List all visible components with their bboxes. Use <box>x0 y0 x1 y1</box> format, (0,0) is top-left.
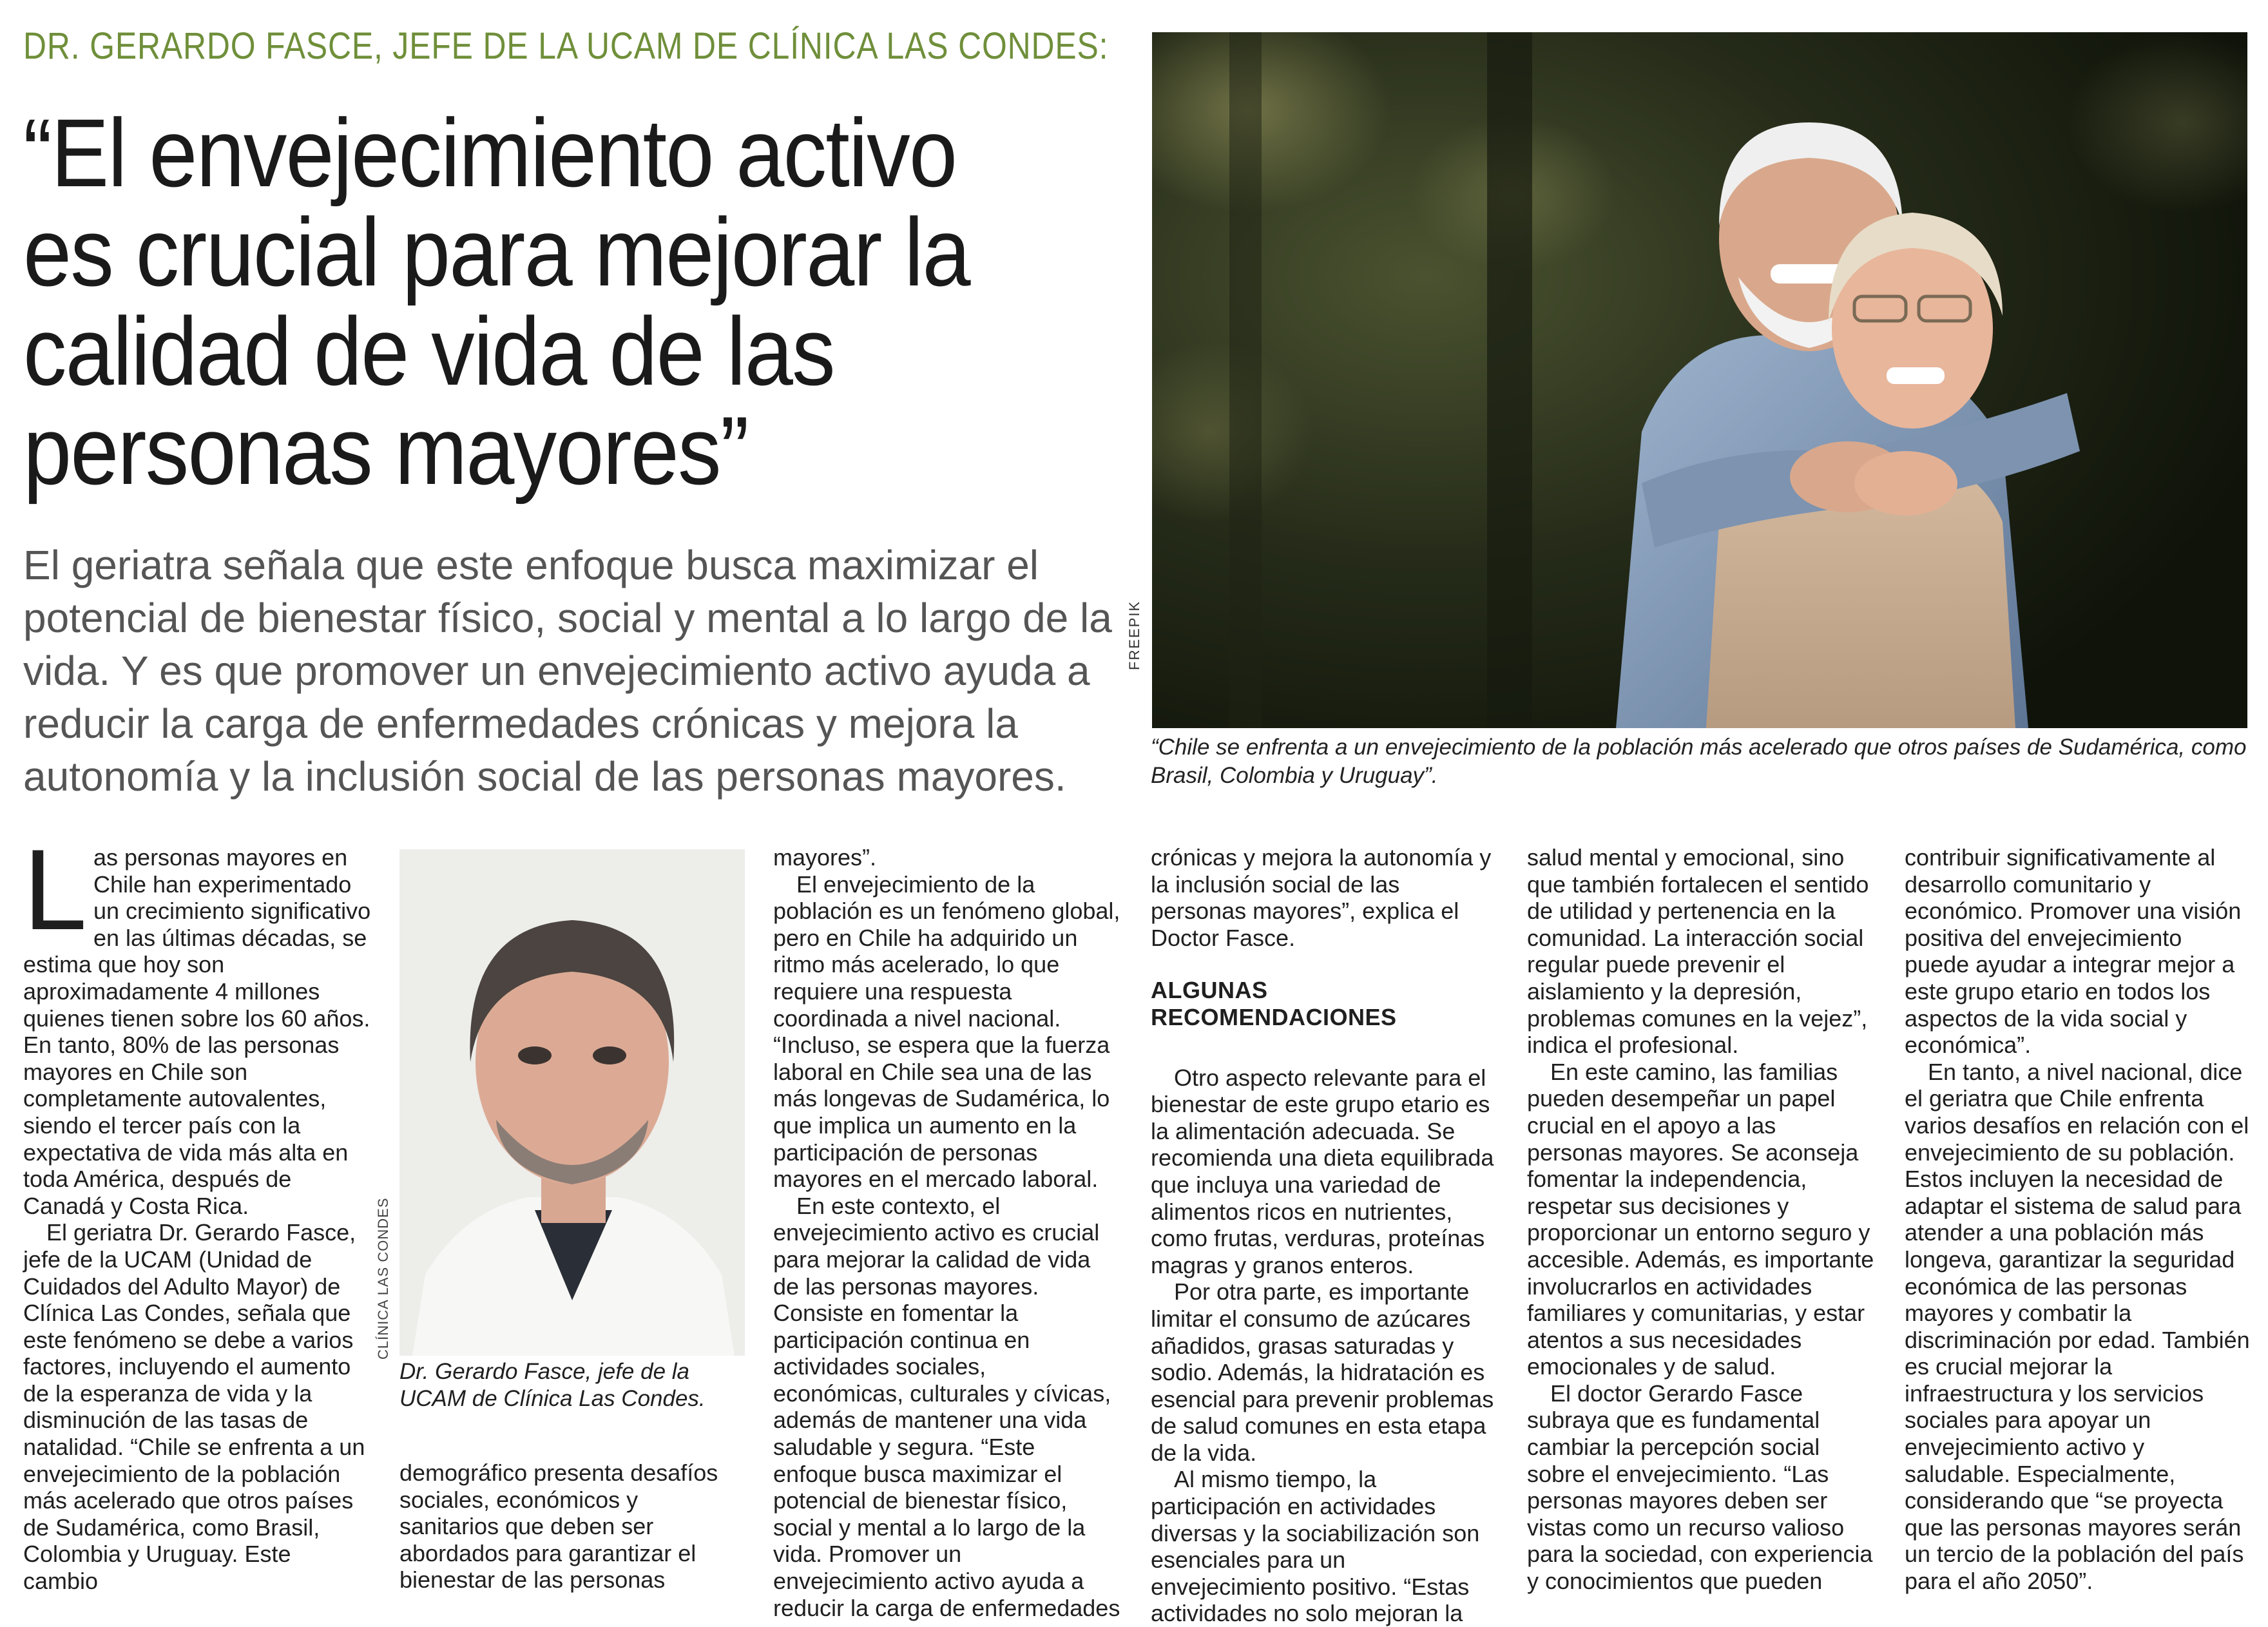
paragraph: crónicas y mejora la autonomía y la inclusión social de las personas mayores”, explica el Doctor Fasce. <box>1151 844 1492 951</box>
paragraph: Las personas mayores en Chile han experimentado un crecimiento significativo en las últimas décadas, se estima que hoy son aproximadamente 4 millones quienes tienen sobre los 60 años. En tanto, 80% de las personas mayores en Chile son completamente autovalentes, siendo el tercer país con la expectativa de vida más alta en toda América, después de Canadá y Costa Rica. <box>23 825 371 1219</box>
main-photo-credit: FREEPIK <box>1126 600 1142 670</box>
main-photo-couple <box>1152 32 2247 728</box>
paragraph: El envejecimiento de la población es un fenómeno global, pero en Chile ha adquirido un ritmo más acelerado, lo que requiere una respuesta coordinada a nivel nacional. “Incluso, se espera que la fuerza laboral en Chile sea una de las más longevas de Sudamérica, lo que implica un aumento en la participación de personas mayores en el mercado laboral. <box>773 871 1120 1193</box>
paragraph: contribuir significativamente al desarrollo comunitario y económico. Promover una visión positiva del envejecimiento puede ayudar a integrar mejor a este grupo etario en todos los aspectos de la vida social y económica”. <box>1905 844 2242 1059</box>
main-photo-illustration <box>1152 32 2247 728</box>
paragraph: El doctor Gerardo Fasce subraya que es fundamental cambiar la percepción social sobre el envejecimiento. “Las personas mayores deben ser vistas como un recurso valioso para la sociedad, con experiencia y conocimientos que pueden <box>1527 1380 1873 1595</box>
dropcap: L <box>23 825 87 954</box>
paragraph: Otro aspecto relevante para el bienestar de este grupo etario es la alimentación adecuada. Se recomienda una dieta equilibrada que incluya una variedad de alimentos ricos en nutrientes, como frutas, verduras, proteínas magras y granos enteros. <box>1151 1064 1494 1278</box>
paragraph: Por otra parte, es importante limitar el consumo de azúcares añadidos, grasas saturadas y sodio. Además, la hidratación es esencial para prevenir problemas de salud comunes en esta etapa de la vida. <box>1151 1278 1494 1466</box>
paragraph: En este contexto, el envejecimiento activo es crucial para mejorar la calidad de vida de las personas mayores. Consiste en fomentar la participación continua en actividades sociales, económicas, culturales y cívicas, además de mantener una vida saludable y segura. “Este enfoque busca maximizar el potencial de bienestar físico, social y mental a lo largo de la vida. Promover un envejecimiento activo ayuda a reducir la carga de enfermedades <box>773 1192 1120 1621</box>
article-headline: “El envejecimiento activo es crucial para mejorar la calidad de vida de las personas mayores” <box>23 99 970 505</box>
article-deck: El geriatra señala que este enfoque busca maximizar el potencial de bienestar físico, social y mental a lo largo de la vida. Y es que promover un envejecimiento activo ayuda a reducir la carga de enfermedades crónicas y mejora la autonomía y la inclusión social de las personas mayores. <box>23 542 1112 800</box>
section-subhead: ALGUNAS RECOMENDACIONES <box>1151 977 1397 1030</box>
paragraph: mayores”. <box>773 844 877 871</box>
column-6 <box>1905 844 2253 1595</box>
paragraph: Al mismo tiempo, la participación en actividades diversas y la sociabilización son esenciales para un envejecimiento positivo. “Estas actividades no solo mejoran la <box>1151 1466 1480 1627</box>
column-5 <box>1527 844 1875 1595</box>
column-3 <box>773 844 1121 1621</box>
paragraph: En tanto, a nivel nacional, dice el geriatra que Chile enfrenta varios desafíos en relación con el envejecimiento de su población. Estos incluyen la necesidad de adaptar el sistema de salud para atender a una población más longeva, garantizar la seguridad económica de las personas mayores y combatir la discriminación por edad. También es crucial mejorar la infraestructura y los servicios sociales para apoyar un envejecimiento activo y saludable. Especialmente, considerando que “se proyecta que las personas mayores serán un tercio de la población del país para el año 2050”. <box>1905 1058 2250 1595</box>
portrait-credit: CLÍNICA LAS CONDES <box>375 1197 391 1360</box>
paragraph: demográfico presenta desafíos sociales, económicos y sanitarios que deben ser abordados para garantizar el bienestar de las personas <box>399 1459 718 1593</box>
main-photo-caption: “Chile se enfrenta a un envejecimiento de la población más acelerado que otros países de Sudamérica, como Brasil, Colombia y Uruguay”. <box>1151 735 2247 788</box>
portrait-photo <box>399 849 745 1356</box>
paragraph: salud mental y emocional, sino que también fortalecen el sentido de utilidad y pertenencia en la comunidad. La interacción social regular puede prevenir el aislamiento y la depresión, problemas comunes en la vejez”, indica el profesional. <box>1527 844 1869 1059</box>
column-1 <box>23 825 371 1595</box>
portrait-caption: Dr. Gerardo Fasce, jefe de la UCAM de Clínica Las Condes. <box>399 1359 706 1411</box>
column-2 <box>399 1459 735 1593</box>
paragraph: El geriatra Dr. Gerardo Fasce, jefe de la UCAM (Unidad de Cuidados del Adulto Mayor) de Clínica Las Condes, señala que este fenómeno se debe a varios factores, incluyendo el aumento de la esperanza de vida y la disminución de las tasas de natalidad. “Chile se enfrenta a un envejecimiento de la población más acelerado que otros países de Sudamérica, como Brasil, Colombia y Uruguay. Este cambio <box>23 1219 365 1595</box>
column-4 <box>1151 844 1499 1627</box>
article-kicker: DR. GERARDO FASCE, JEFE DE LA UCAM DE CLÍNICA LAS CONDES: <box>23 25 1109 67</box>
portrait-illustration <box>399 849 745 1356</box>
paragraph: En este camino, las familias pueden desempeñar un papel crucial en el apoyo a las personas mayores. Se aconseja fomentar la independencia, respetar sus decisiones y proporcionar un entorno seguro y accesible. Además, es importante involucrarlos en actividades familiares y comunitarias, y estar atentos a sus necesidades emocionales y de salud. <box>1527 1058 1874 1380</box>
